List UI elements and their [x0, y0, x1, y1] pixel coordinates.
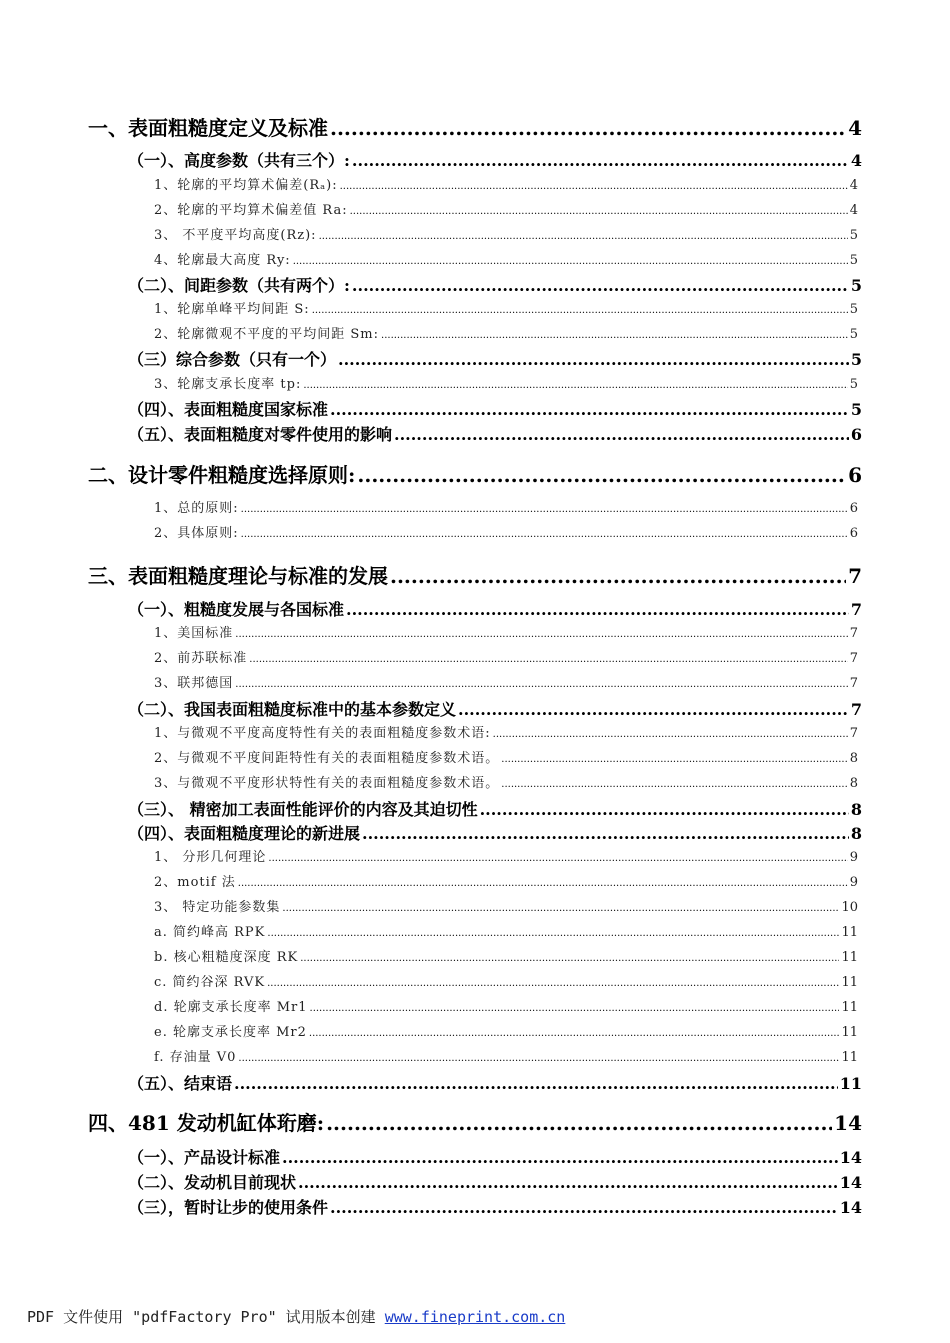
toc-entry-level-3[interactable]: [154, 1021, 858, 1041]
toc-page-number: 7: [849, 651, 858, 666]
footer-link[interactable]: www.fineprint.com.cn: [384, 1308, 566, 1326]
toc-entry-label: 3、 不平度平均高度(Rz):: [154, 228, 317, 243]
toc-entry-label: e. 轮廓支承长度率 Mr2: [154, 1025, 307, 1040]
toc-entry-level-3[interactable]: [154, 971, 858, 991]
toc-leader-dots: [282, 1148, 838, 1167]
toc-entry-level-3[interactable]: [154, 846, 858, 866]
toc-entry-label: 2、轮廓微观不平度的平均间距 Sm:: [154, 327, 380, 342]
toc-leader-dots: [357, 463, 846, 487]
toc-leader-dots: [319, 231, 848, 242]
toc-page-number: 8: [849, 776, 858, 791]
toc-leader-dots: [310, 1003, 840, 1014]
toc-page-number: 5: [850, 276, 862, 295]
toc-page-number: 4: [848, 116, 862, 140]
toc-leader-dots: [350, 206, 848, 217]
toc-leader-dots: [312, 305, 848, 316]
toc-leader-dots: [352, 276, 849, 295]
toc-entry-level-2[interactable]: [128, 347, 862, 369]
toc-page-number: 8: [850, 824, 862, 843]
toc-entry-label: 1、总的原则:: [154, 501, 239, 516]
toc-entry-label: 2、前苏联标准: [154, 651, 248, 666]
toc-page-number: 14: [839, 1148, 862, 1167]
toc-entry-level-2[interactable]: [128, 397, 862, 419]
toc-leader-dots: [352, 151, 849, 170]
toc-entry-label: 4、轮廓最大高度 Ry:: [154, 253, 291, 268]
toc-entry-level-3[interactable]: [154, 522, 858, 542]
toc-entry-label: 二、设计零件粗糙度选择原则:: [88, 463, 356, 487]
toc-entry-level-3[interactable]: [154, 672, 858, 692]
toc-leader-dots: [390, 564, 846, 588]
toc-entry-label: 四、481 发动机缸体珩磨:: [88, 1111, 325, 1135]
toc-entry-level-3[interactable]: [154, 996, 858, 1016]
toc-page-number: 9: [849, 850, 858, 865]
toc-page-number: 11: [841, 1050, 858, 1065]
toc-entry-label: 3、轮廓支承长度率 tp:: [154, 377, 302, 392]
toc-entry-label: 1、与微观不平度高度特性有关的表面粗糙度参数术语:: [154, 726, 491, 741]
toc-page-number: 6: [848, 463, 862, 487]
toc-entry-level-3[interactable]: [154, 1046, 858, 1066]
toc-leader-dots: [235, 679, 847, 690]
toc-entry-level-3[interactable]: [154, 373, 858, 393]
toc-page-number: 11: [841, 1000, 858, 1015]
toc-page-number: 8: [850, 800, 862, 819]
toc-entry-level-3[interactable]: [154, 199, 858, 219]
toc-leader-dots: [501, 754, 847, 765]
toc-page-number: 7: [849, 626, 858, 641]
toc-leader-dots: [330, 400, 849, 419]
toc-entry-level-2[interactable]: [128, 821, 862, 843]
toc-leader-dots: [282, 903, 839, 914]
toc-entry-level-2[interactable]: [128, 697, 862, 719]
toc-entry-label: 一、表面粗糙度定义及标准: [88, 116, 328, 140]
toc-page-number: 11: [841, 1025, 858, 1040]
toc-page-number: 5: [850, 350, 862, 369]
toc-leader-dots: [249, 654, 847, 665]
toc-entry-level-3[interactable]: [154, 921, 858, 941]
footer-text: PDF 文件使用 "pdfFactory Pro" 试用版本创建: [27, 1308, 376, 1326]
toc-entry-label: （二）、发动机目前现状: [128, 1173, 297, 1192]
toc-leader-dots: [238, 878, 848, 889]
toc-entry-label: a. 简约峰高 RPK: [154, 925, 266, 940]
toc-entry-level-3[interactable]: [154, 722, 858, 742]
footer-watermark: [27, 1306, 565, 1327]
toc-page-number: 6: [849, 501, 858, 516]
toc-entry-level-3[interactable]: [154, 497, 858, 517]
toc-entry-label: （一）、高度参数（共有三个）:: [128, 151, 350, 170]
toc-entry-label: （四）、表面粗糙度国家标准: [128, 400, 329, 419]
toc-page-number: 11: [841, 975, 858, 990]
toc-entry-label: 2、motif 法: [154, 875, 236, 890]
toc-leader-dots: [268, 853, 847, 864]
toc-entry-label: 2、与微观不平度间距特性有关的表面粗糙度参数术语。: [154, 751, 500, 766]
toc-entry-label: （四）、表面粗糙度理论的新进展: [128, 824, 361, 843]
toc-entry-label: （三）、 精密加工表面性能评价的内容及其迫切性: [128, 800, 478, 819]
toc-entry-level-3[interactable]: [154, 249, 858, 269]
toc-entry-label: 三、表面粗糙度理论与标准的发展: [88, 564, 388, 588]
toc-entry-level-1[interactable]: [88, 560, 862, 588]
toc-leader-dots: [493, 729, 848, 740]
toc-entry-level-1[interactable]: [88, 459, 862, 487]
toc-page-number: 5: [850, 400, 862, 419]
toc-entry-level-3[interactable]: [154, 647, 858, 667]
toc-entry-label: （五）、表面粗糙度对零件使用的影响: [128, 425, 393, 444]
toc-page-number: 9: [849, 875, 858, 890]
toc-page-number: 7: [850, 600, 862, 619]
toc-page-number: 5: [849, 228, 858, 243]
toc-page-number: 4: [849, 178, 858, 193]
toc-leader-dots: [241, 529, 848, 540]
toc-entry-label: （二）、间距参数（共有两个）:: [128, 276, 350, 295]
toc-entry-label: 1、 分形几何理论: [154, 850, 267, 865]
toc-entry-level-3[interactable]: [154, 323, 858, 343]
toc-page-number: 8: [849, 751, 858, 766]
toc-leader-dots: [241, 504, 848, 515]
toc-leader-dots: [480, 800, 849, 819]
toc-leader-dots: [340, 181, 848, 192]
toc-entry-label: 1、轮廓的平均算术偏差(Rₐ):: [154, 178, 338, 193]
toc-entry-level-3[interactable]: [154, 298, 858, 318]
toc-entry-level-2[interactable]: [128, 1170, 862, 1192]
toc-entry-label: （一）、产品设计标准: [128, 1148, 281, 1167]
toc-leader-dots: [326, 1111, 832, 1135]
toc-entry-label: 2、轮廓的平均算术偏差值 Ra:: [154, 203, 348, 218]
toc-entry-label: b. 核心粗糙度深度 RK: [154, 950, 299, 965]
toc-entry-label: d. 轮廓支承长度率 Mr1: [154, 1000, 308, 1015]
toc-entry-level-3[interactable]: [154, 747, 858, 767]
toc-entry-level-1[interactable]: [88, 1107, 862, 1135]
toc-leader-dots: [394, 425, 849, 444]
toc-page-number: 7: [850, 700, 862, 719]
toc-leader-dots: [381, 330, 848, 341]
toc-page-number: 6: [849, 526, 858, 541]
toc-page-number: 7: [849, 676, 858, 691]
toc-entry-label: 3、联邦德国: [154, 676, 234, 691]
toc-leader-dots: [300, 953, 839, 964]
toc-page-number: 14: [839, 1173, 862, 1192]
toc-leader-dots: [330, 116, 846, 140]
toc-entry-level-2[interactable]: [128, 273, 862, 295]
toc-entry-label: c. 简约谷深 RVK: [154, 975, 266, 990]
toc-entry-level-2[interactable]: [128, 1195, 862, 1217]
toc-leader-dots: [298, 1173, 838, 1192]
toc-entry-label: （三），暂时让步的使用条件: [128, 1198, 329, 1217]
toc-entry-label: 3、 特定功能参数集: [154, 900, 281, 915]
toc-page-number: 4: [849, 203, 858, 218]
toc-leader-dots: [303, 380, 847, 391]
toc-page-number: 10: [841, 900, 858, 915]
toc-leader-dots: [362, 824, 849, 843]
toc-page-number: 6: [850, 425, 862, 444]
toc-page-number: 7: [848, 564, 862, 588]
toc-entry-level-2[interactable]: [128, 597, 862, 619]
toc-entry-level-2[interactable]: [128, 1071, 862, 1093]
toc-page-number: 4: [850, 151, 862, 170]
toc-page-number: 5: [849, 253, 858, 268]
toc-leader-dots: [346, 600, 849, 619]
toc-entry-label: 1、美国标准: [154, 626, 234, 641]
toc-entry-label: f. 存油量 V0: [154, 1050, 237, 1065]
toc-leader-dots: [235, 629, 847, 640]
toc-entry-level-3[interactable]: [154, 174, 858, 194]
toc-page-number: 11: [841, 950, 858, 965]
toc-leader-dots: [267, 978, 839, 989]
toc-leader-dots: [309, 1028, 840, 1039]
toc-entry-label: （五）、结束语: [128, 1074, 233, 1093]
toc-page-number: 14: [834, 1111, 862, 1135]
toc-entry-label: 2、具体原则:: [154, 526, 239, 541]
toc-page-number: 7: [849, 726, 858, 741]
toc-entry-level-3[interactable]: [154, 224, 858, 244]
toc-entry-level-2[interactable]: [128, 148, 862, 170]
toc-entry-level-3[interactable]: [154, 622, 858, 642]
toc-entry-level-3[interactable]: [154, 896, 858, 916]
toc-entry-label: （一）、粗糙度发展与各国标准: [128, 600, 345, 619]
toc-leader-dots: [293, 256, 848, 267]
toc-leader-dots: [267, 928, 839, 939]
toc-entry-label: （三）综合参数（只有一个）: [128, 350, 337, 369]
toc-entry-level-3[interactable]: [154, 772, 858, 792]
toc-page-number: 5: [849, 327, 858, 342]
toc-leader-dots: [330, 1198, 838, 1217]
toc-entry-label: 1、轮廓单峰平均间距 S:: [154, 302, 310, 317]
toc-entry-level-2[interactable]: [128, 422, 862, 444]
toc-entry-label: 3、与微观不平度形状特性有关的表面粗糙度参数术语。: [154, 776, 500, 791]
toc-leader-dots: [458, 700, 849, 719]
toc-leader-dots: [234, 1074, 838, 1093]
toc-page-number: 14: [839, 1198, 862, 1217]
toc-page-number: 5: [849, 302, 858, 317]
toc-leader-dots: [501, 779, 847, 790]
toc-entry-level-3[interactable]: [154, 946, 858, 966]
toc-leader-dots: [338, 350, 849, 369]
toc-entry-level-2[interactable]: [128, 797, 862, 819]
toc-leader-dots: [238, 1053, 839, 1064]
toc-entry-level-3[interactable]: [154, 871, 858, 891]
toc-page-number: 11: [839, 1074, 862, 1093]
toc-entry-label: （二）、我国表面粗糙度标准中的基本参数定义: [128, 700, 457, 719]
toc-page-number: 5: [849, 377, 858, 392]
toc-entry-level-1[interactable]: [88, 112, 862, 140]
toc-page-number: 11: [841, 925, 858, 940]
toc-entry-level-2[interactable]: [128, 1145, 862, 1167]
